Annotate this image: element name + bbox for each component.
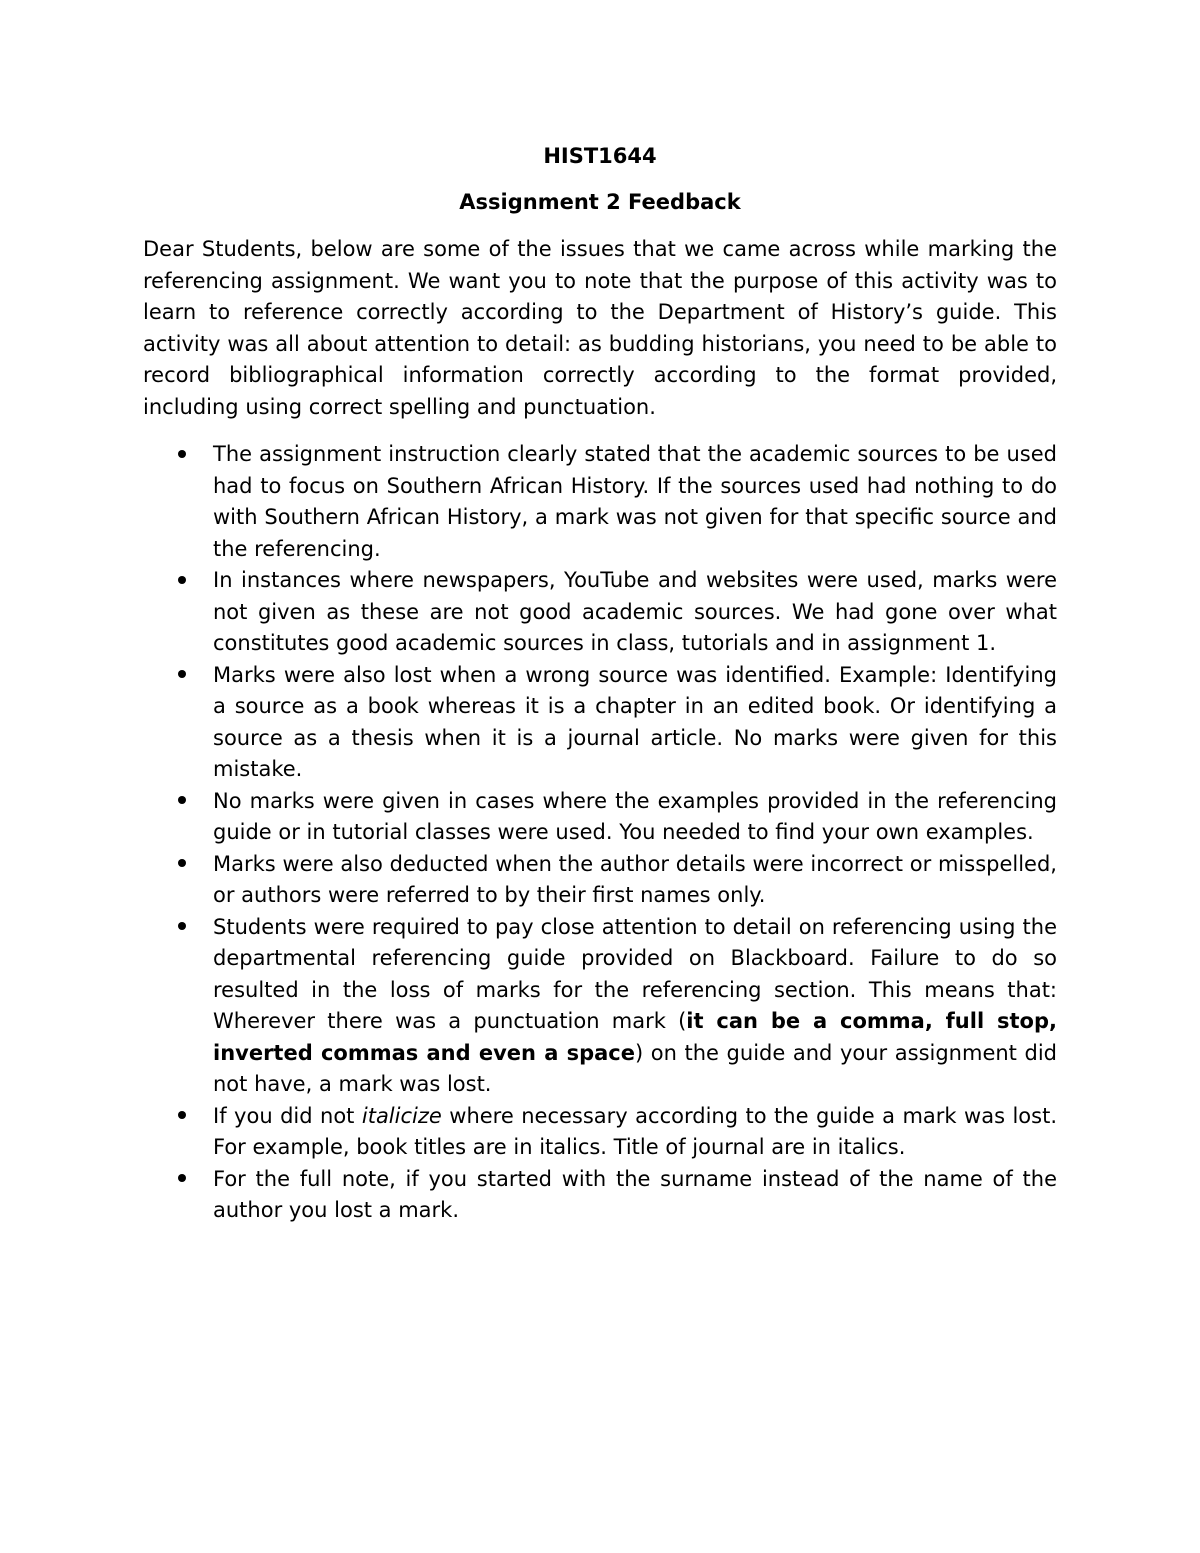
list-item-text-start: Students were required to pay close attention to detail on referencing using the departmental referencing guide provided on Blackboard. Failure to do so resulted in the loss of marks for the referencing section. This means that: Wherever there was a punctuation mark ( — [213, 914, 1057, 1033]
list-item — [143, 565, 1057, 660]
list-item — [143, 912, 1057, 1101]
list-item-text-italic: italicize — [361, 1103, 442, 1128]
list-item-text — [213, 1104, 1057, 1160]
feedback-list — [143, 439, 1057, 1227]
list-item — [143, 786, 1057, 849]
list-item-text-bold: it can be a comma, full stop, inverted commas and even a space — [213, 1009, 1057, 1065]
list-item-text: Marks were also deducted when the author details were incorrect or misspelled, or authors were referred to by their first names only. — [213, 851, 1057, 907]
bullet-icon — [175, 912, 189, 944]
document-page — [143, 140, 1057, 1227]
bullet-icon — [175, 1101, 189, 1133]
list-item-text: No marks were given in cases where the examples provided in the referencing guide or in tutorial classes were used. You needed to find your own examples. — [213, 788, 1057, 844]
list-item-text-end: ) on the guide and your assignment did not have, a mark was lost. — [213, 1040, 1057, 1096]
bullet-icon — [175, 439, 189, 471]
list-item-text-start: If you did not — [213, 1103, 362, 1128]
list-item — [143, 660, 1057, 786]
course-code: HIST1644 — [543, 144, 657, 168]
list-item — [143, 1101, 1057, 1164]
list-item — [143, 849, 1057, 912]
document-title: Assignment 2 Feedback — [459, 190, 741, 214]
list-item-text: For the full note, if you started with the surname instead of the name of the author you lost a mark. — [213, 1166, 1057, 1222]
list-item — [143, 439, 1057, 565]
bullet-icon — [175, 1164, 189, 1196]
bullet-icon — [175, 786, 189, 818]
list-item-text: Marks were also lost when a wrong source was identified. Example: Identifying a source as a book whereas it is a chapter in an edited book. Or identifying a source as a thesis when it is a journal article. No marks were given for this mistake. — [213, 662, 1057, 781]
list-item-text: In instances where newspapers, YouTube and websites were used, marks were not given as these are not good academic sources. We had gone over what constitutes good academic sources in class, tutorials and in assignment 1. — [213, 568, 1057, 655]
bullet-icon — [175, 565, 189, 597]
list-item-text: The assignment instruction clearly stated that the academic sources to be used had to focus on Southern African History. If the sources used had nothing to do with Southern African History, a mark was not given for that specific source and the referencing. — [213, 442, 1057, 561]
list-item-text-end: where necessary according to the guide a mark was lost. For example, book titles are in italics. Title of journal are in italics. — [213, 1103, 1057, 1159]
list-item-text — [213, 915, 1057, 1097]
bullet-icon — [175, 849, 189, 881]
intro-paragraph: Dear Students, below are some of the issues that we came across while marking the referencing assignment. We want you to note that the purpose of this activity was to learn to reference correctly according to the Department of History’s guide. This activity was all about attention to detail: as budding historians, you need to be able to record bibliographical information correctly according to the format provided, including using correct spelling and punctuation. — [143, 237, 1057, 419]
bullet-icon — [175, 660, 189, 692]
list-item — [143, 1164, 1057, 1227]
